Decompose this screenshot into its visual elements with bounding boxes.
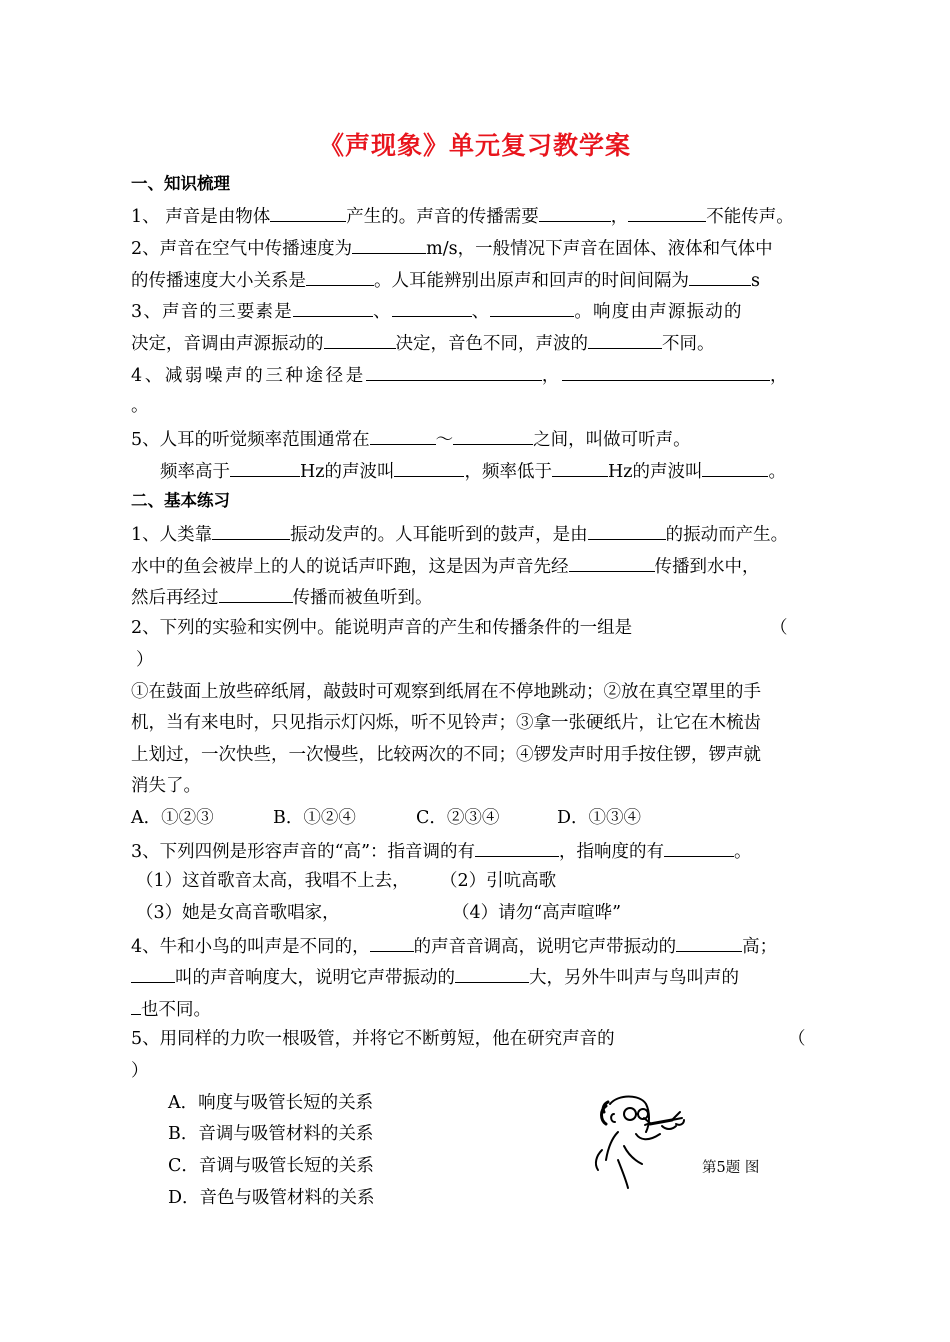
- answer-blank[interactable]: [539, 203, 611, 222]
- s1-q3-line1: [131, 298, 743, 324]
- s2-q1-line1: [131, 521, 788, 547]
- s1-q3-line2: [131, 330, 715, 356]
- text: 1、 声音是由物体: [131, 207, 271, 227]
- answer-blank[interactable]: [562, 362, 770, 381]
- answer-blank[interactable]: [702, 458, 768, 477]
- answer-blank[interactable]: [370, 933, 414, 952]
- answer-blank[interactable]: [270, 203, 346, 222]
- text: ，: [769, 366, 791, 386]
- s2-q3-item-1: （1）这首歌音太高，我唱不上去，: [136, 871, 410, 891]
- text: 不同。: [662, 334, 715, 354]
- answer-blank[interactable]: [628, 203, 706, 222]
- s1-q4-line2: [131, 394, 149, 418]
- answer-blank[interactable]: [676, 933, 742, 952]
- answer-blank[interactable]: [324, 330, 396, 349]
- s2-q2-option-a[interactable]: A．①②③: [131, 808, 214, 828]
- straw-blowing-illustration: [588, 1090, 698, 1190]
- answer-blank[interactable]: [453, 426, 533, 445]
- answer-paren-open: （: [770, 618, 788, 638]
- s2-q3-line1: [131, 838, 752, 864]
- answer-blank[interactable]: [131, 964, 175, 983]
- text: 频率高于: [160, 462, 230, 482]
- text: ，频率低于: [464, 462, 552, 482]
- text: 传播到水中，: [654, 557, 760, 577]
- text: 决定，音色不同，声波的: [395, 334, 588, 354]
- text: 5、人耳的听觉频率范围通常在: [131, 430, 370, 450]
- text: 然后再经过: [131, 588, 219, 608]
- s1-q2-line1: [131, 235, 773, 261]
- section-heading-practice: 二、基本练习: [131, 491, 230, 510]
- answer-blank[interactable]: [569, 553, 655, 572]
- s1-q5-line2: [160, 458, 786, 484]
- text: Hz的声波叫: [607, 462, 703, 482]
- s2-q5-option-b[interactable]: B．音调与吸管材料的关系: [168, 1124, 374, 1144]
- answer-blank[interactable]: [475, 838, 559, 857]
- answer-blank[interactable]: [212, 521, 290, 540]
- document-title: 《声现象》单元复习教学案: [318, 131, 631, 160]
- s1-q4-line1: [131, 362, 790, 388]
- text: 1、人类靠: [131, 525, 213, 545]
- text: 。人耳能辨别出原声和回声的时间间隔为: [374, 271, 689, 291]
- answer-blank[interactable]: [230, 458, 300, 477]
- text: 不能传声。: [706, 207, 794, 227]
- text: ，指响度的有: [559, 842, 665, 862]
- text: 、: [471, 302, 491, 322]
- text: 叫的声音响度大，说明它声带振动的: [175, 968, 455, 988]
- s2-q5-stem: 5、用同样的力吹一根吸管，并将它不断剪短，他在研究声音的: [131, 1029, 615, 1049]
- s1-q2-line2: [131, 267, 760, 293]
- answer-blank[interactable]: [455, 964, 529, 983]
- s2-q2-option-b[interactable]: B．①②④: [273, 808, 356, 828]
- s1-q5-line1: [131, 426, 691, 452]
- s2-q3-item-2: （2）引吭高歌: [440, 871, 557, 891]
- text: 4、牛和小鸟的叫声是不同的，: [131, 937, 370, 957]
- s2-q4-line1: [131, 933, 777, 959]
- text: 水中的鱼会被岸上的人的说话声吓跑，这是因为声音先经: [131, 557, 569, 577]
- text: 传播而被鱼听到。: [292, 588, 433, 608]
- answer-paren-open: （: [788, 1029, 806, 1049]
- text: 之间，叫做可听声。: [533, 430, 691, 450]
- text: ～: [435, 430, 454, 450]
- text: 大，另外牛叫声与鸟叫声的: [529, 968, 739, 988]
- text: 。响度由声源振动的: [574, 302, 743, 322]
- figure-caption: 第5题 图: [702, 1160, 760, 1176]
- text: 3、声音的三要素是: [131, 302, 293, 322]
- s2-q2-option-d[interactable]: D．①③④: [557, 808, 642, 828]
- section-heading-knowledge: 一、知识梳理: [131, 174, 230, 193]
- s2-q1-line2: [131, 553, 760, 579]
- answer-blank[interactable]: [293, 298, 373, 317]
- s2-q3-item-3: （3）她是女高音歌唱家，: [136, 903, 340, 923]
- answer-blank[interactable]: [689, 267, 751, 286]
- text: 的声音音调高，说明它声带振动的: [413, 937, 677, 957]
- text: 振动发声的。人耳能听到的鼓声，是由: [290, 525, 588, 545]
- s2-q2-text-line1: ①在鼓面上放些碎纸屑，敲鼓时可观察到纸屑在不停地跳动；②放在真空罩里的手: [131, 682, 761, 702]
- s2-q5-option-a[interactable]: A．响度与吸管长短的关系: [168, 1093, 374, 1113]
- text: 决定，音调由声源振动的: [131, 334, 324, 354]
- answer-blank[interactable]: [552, 458, 608, 477]
- s2-q5-option-d[interactable]: D．音色与吸管材料的关系: [168, 1188, 375, 1208]
- answer-blank[interactable]: [588, 330, 662, 349]
- answer-blank[interactable]: [588, 521, 666, 540]
- text: 3、下列四例是形容声音的“高”：指音调的有: [131, 842, 476, 862]
- text: 。: [768, 462, 786, 482]
- s2-q1-line3: [131, 584, 433, 610]
- answer-blank[interactable]: [306, 267, 374, 286]
- answer-blank[interactable]: [219, 584, 293, 603]
- answer-paren-close: ）: [136, 650, 154, 670]
- s2-q2-text-line2: 机，当有来电时，只见指示灯闪烁，听不见铃声；③拿一张硬纸片，让它在木梳齿: [131, 713, 761, 733]
- text: 的振动而产生。: [665, 525, 789, 545]
- text: 。: [734, 842, 752, 862]
- s2-q2-text-line4: 消失了。: [131, 776, 201, 796]
- answer-paren-close: ）: [131, 1061, 149, 1081]
- text: 4、减弱噪声的三种途径是: [131, 366, 366, 386]
- s2-q3-item-4: （4）请勿“高声喧哗”: [452, 903, 622, 923]
- s2-q2-text-line3: 上划过，一次快些，一次慢些，比较两次的不同；④锣发声时用手按住锣，锣声就: [131, 745, 761, 765]
- s2-q5-option-c[interactable]: C．音调与吸管长短的关系: [168, 1156, 374, 1176]
- text: 的传播速度大小关系是: [131, 271, 306, 291]
- answer-blank[interactable]: [131, 996, 141, 1015]
- text: s: [751, 271, 760, 291]
- text: Hz的声波叫: [300, 462, 395, 482]
- s2-q4-line3: [131, 996, 211, 1022]
- answer-blank[interactable]: [664, 838, 734, 857]
- text: 产生的。声音的传播需要: [346, 207, 539, 227]
- text: 高；: [742, 937, 778, 957]
- text: 。: [131, 396, 149, 416]
- text: m/s，一般情况下声音在固体、液体和气体中: [426, 239, 773, 259]
- answer-blank[interactable]: [370, 426, 436, 445]
- text: 2、声音在空气中传播速度为: [131, 239, 353, 259]
- answer-blank[interactable]: [366, 362, 542, 381]
- s1-q1: [131, 203, 794, 229]
- answer-blank[interactable]: [490, 298, 574, 317]
- s2-q2-stem: 2、下列的实验和实例中。能说明声音的产生和传播条件的一组是: [131, 618, 633, 638]
- answer-blank[interactable]: [392, 298, 472, 317]
- text: 也不同。: [141, 1000, 211, 1020]
- text: ，: [610, 207, 629, 227]
- answer-blank[interactable]: [394, 458, 464, 477]
- text: ，: [541, 366, 562, 386]
- s2-q2-option-c[interactable]: C．②③④: [416, 808, 500, 828]
- s2-q4-line2: [131, 964, 739, 990]
- answer-blank[interactable]: [352, 235, 426, 254]
- text: 、: [372, 302, 392, 322]
